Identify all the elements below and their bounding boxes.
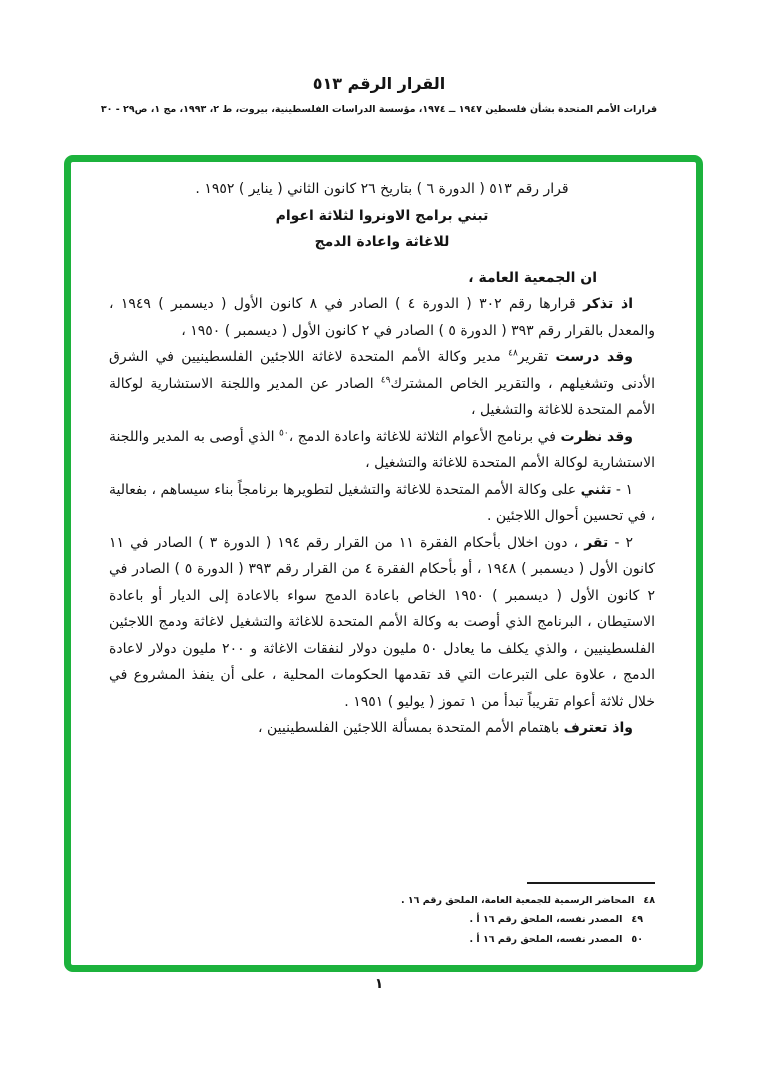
footnote-48 (109, 891, 655, 911)
footnote-number: ٤٨ (643, 894, 655, 906)
footnote-text: المصدر نفسه، الملحق رقم ١٦ أ . (469, 933, 623, 945)
paragraph-recalling (109, 291, 655, 344)
paragraph-text: ، دون اخلال بأحكام الفقرة ١١ من القرار رقم ١٩٤ ( الدورة ٣ ) الصادر في ١١ كانون الأول ( ديسمبر ) ١٩٤٨ ، أو بأحكام الفقرة ٤ من القرار رقم ٣٩٣ ( الدورة ٥ ) الصادر في ٢ كانون الأول ( ديسمبر ) ١٩٥٠ الخاص باعادة الدمج سواء بالاعادة إلى الديار أو باعادة الاستيطان ، البرنامج الذي أوصت به وكالة الأمم المتحدة للاغاثة والتشغيل لاغاثة ودمج اللاجئين الفلسطينيين ، والذي يكلف ما يعادل ٥٠ مليون دولار لنفقات الاغاثة و ٢٠٠ مليون دولار لاعادة الدمج ، علاوة على التبرعات التي قد تقدمها الحكومات المحلية ، على أن ينفذ المشروع في خلال ثلاثة أعوام تقريباً تبدأ من ١ تموز ( يوليو ) ١٩٥١ . (109, 534, 655, 710)
paragraph-lead: تقر (584, 534, 609, 551)
paragraph-text: قرارها رقم ٣٠٢ ( الدورة ٤ ) الصادر في ٨ كانون الأول ( ديسمبر ) ١٩٤٩ ، والمعدل بالقرار رقم ٣٩٣ ( الدورة ٥ ) الصادر في ٢ كانون الأول ( ديسمبر ) ١٩٥٠ ، (109, 296, 655, 339)
footnote-number: ٤٩ (631, 914, 643, 925)
footnote-49 (109, 910, 655, 930)
resolution-frame (64, 155, 703, 972)
paragraph-text: باهتمام الأمم المتحدة بمسألة اللاجئين الفلسطينيين ، (258, 720, 564, 736)
footnote-ref-48: ٤٨ (508, 348, 518, 359)
paragraph-having-considered (109, 424, 655, 477)
citation-line: قرارات الأمم المتحدة بشأن فلسطين ١٩٤٧ ــ ١٩٧٤، مؤسسة الدراسات الفلسطينية، بيروت، ط ٢، ١٩٩٣، مج ١، ص٢٩ - ٣٠ (100, 104, 658, 115)
footnote-text: المحاضر الرسمية للجمعية العامة، الملحق رقم ١٦ . (400, 894, 635, 906)
paragraph-text: تقرير (517, 349, 556, 365)
paragraph-text: في برنامج الأعوام الثلاثة للاغاثة واعادة الدمج ، (288, 428, 561, 445)
page-title: القرار الرقم ٥١٣ (312, 74, 446, 93)
paragraph-text: مدير وكالة الأمم المتحدة لاغاثة اللاجئين الفلسطينيين في الشرق الأدنى وتشغيلهم ، والتقرير الخاص المشترك (109, 349, 655, 392)
opening-line: ان الجمعية العامة ، (468, 269, 597, 286)
resolution-subtitle-1: تبني برامج الاونروا لثلاثة اعوام (275, 207, 489, 224)
footnote-ref-50: ٥٠ (279, 427, 289, 438)
paragraph-having-studied (109, 344, 655, 424)
footnote-separator (527, 882, 655, 884)
footnote-50 (109, 930, 655, 950)
paragraph-lead: اذ تذكر (583, 296, 633, 312)
page-number: ١ (374, 976, 384, 992)
paragraph-text: الذي أوصى به المدير واللجنة الاستشارية لوكالة الأمم المتحدة للاغاثة والتشغيل ، (109, 428, 655, 471)
paragraph-lead: واذ تعترف (563, 720, 633, 736)
operative-item-2 (109, 530, 655, 716)
paragraph-lead: وقد نظرت (560, 428, 633, 445)
paragraph-recognizing (109, 715, 655, 742)
paragraph-lead: تثني (580, 481, 612, 498)
item-number: ٢ - (608, 534, 633, 551)
paragraph-text: الصادر عن المدير واللجنة الاستشارية لوكالة الأمم المتحدة للاغاثة والتشغيل ، (109, 375, 655, 418)
paragraph-text: على وكالة الأمم المتحدة للاغاثة والتشغيل لتطويرها برنامجاً بناء سيساهم ، بفعالية ، في تحسين أحوال اللاجئين . (109, 481, 655, 524)
footnote-text: المصدر نفسه، الملحق رقم ١٦ أ . (469, 914, 623, 925)
footnote-number: ٥٠ (631, 933, 643, 945)
resolution-body (71, 162, 696, 965)
resolution-subtitle-2: للاغاثة واعادة الدمج (314, 234, 450, 250)
page-header (0, 74, 758, 115)
operative-item-1 (109, 477, 655, 530)
paragraph-lead: وقد درست (555, 349, 634, 365)
resolution-heading-line: قرار رقم ٥١٣ ( الدورة ٦ ) بتاريخ ٢٦ كانون الثاني ( يناير ) ١٩٥٢ . (195, 181, 569, 197)
item-number: ١ - (611, 481, 634, 498)
footnote-block (109, 882, 655, 950)
footnote-ref-49: ٤٩ (380, 374, 391, 385)
